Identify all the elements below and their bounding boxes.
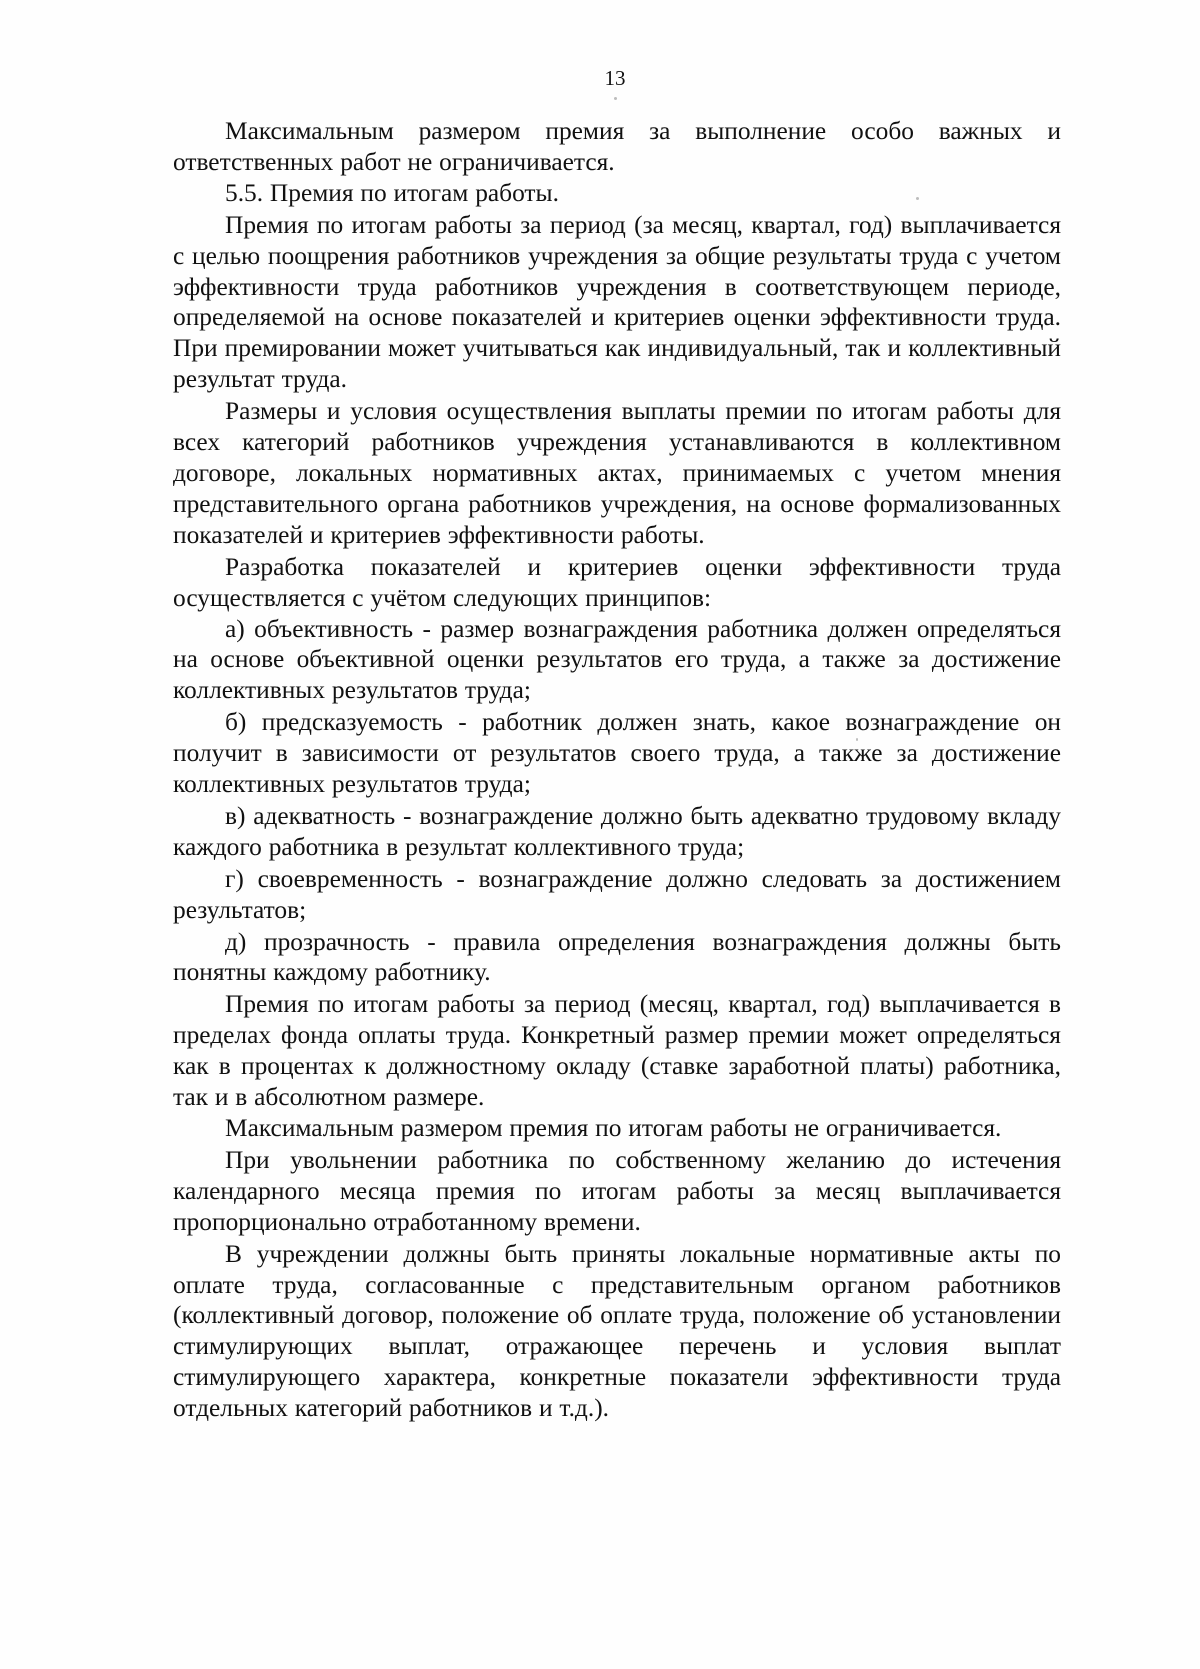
list-item-predictability: б) предсказуемость - работник должен знать, какое вознаграждение он получит в зависимости от результатов своего труда, а также за достижение коллективных результатов труда; <box>173 708 1061 799</box>
paragraph-max-premium-results: Максимальным размером премия по итогам работы не ограничивается. <box>225 1114 1002 1142</box>
list-item-objectivity: а) объективность - размер вознаграждения работника должен определяться на основе объективной оценки результатов его труда, а также за достижение коллективных результатов труда; <box>173 614 1061 705</box>
paragraph-premium-period: Премия по итогам работы за период (за месяц, квартал, год) выплачивается с целью поощрения работников учреждения за общие результаты труда с учетом эффективности труда работников учреждения в соответствующем периоде, определяемой на основе показателей и критериев оценки эффективности труда. При премировании может учитываться как индивидуальный, так и коллективный результат труда. <box>173 210 1061 394</box>
paragraph-dismissal: При увольнении работника по собственному желанию до истечения календарного месяца премия по итогам работы за месяц выплачивается пропорционально отработанному времени. <box>173 1145 1061 1236</box>
scan-speck <box>614 97 617 100</box>
document-body <box>173 116 1061 1424</box>
page-number: 13 <box>604 66 626 90</box>
paragraph-criteria-principles: Разработка показателей и критериев оценки эффективности труда осуществляется с учётом следующих принципов: <box>173 552 1061 612</box>
paragraph-max-premium-important-work: Максимальным размером премия за выполнение особо важных и ответственных работ не ограничивается. <box>173 117 1061 176</box>
list-item-timeliness: г) своевременность - вознаграждение должно следовать за достижением результатов; <box>173 864 1061 924</box>
list-item-transparency: д) прозрачность - правила определения вознаграждения должны быть понятны каждому работнику. <box>173 927 1061 987</box>
section-heading-5-5: 5.5. Премия по итогам работы. <box>225 178 559 207</box>
list-item-adequacy: в) адекватность - вознаграждение должно быть адекватно трудовому вкладу каждого работника в результат коллективного труда; <box>173 801 1061 861</box>
paragraph-local-acts: В учреждении должны быть приняты локальные нормативные акты по оплате труда, согласованные с представительным органом работников (коллективный договор, положение об оплате труда, положение об установлении стимулирующих выплат, отражающее перечень и условия выплат стимулирующего характера, конкретные показатели эффективности труда отдельных категорий работников и т.д.). <box>173 1239 1061 1423</box>
paragraph-premium-fund: Премия по итогам работы за период (месяц, квартал, год) выплачивается в пределах фонда оплаты труда. Конкретный размер премии может определяться как в процентах к должностному окладу (ставке заработной платы) работника, так и в абсолютном размере. <box>173 990 1061 1112</box>
paragraph-premium-conditions: Размеры и условия осуществления выплаты премии по итогам работы для всех категорий работников учреждения устанавливаются в коллективном договоре, локальных нормативных актах, принимаемых с учетом мнения представительного органа работников учреждения, на основе формализованных показателей и критериев эффективности работы. <box>173 397 1061 549</box>
